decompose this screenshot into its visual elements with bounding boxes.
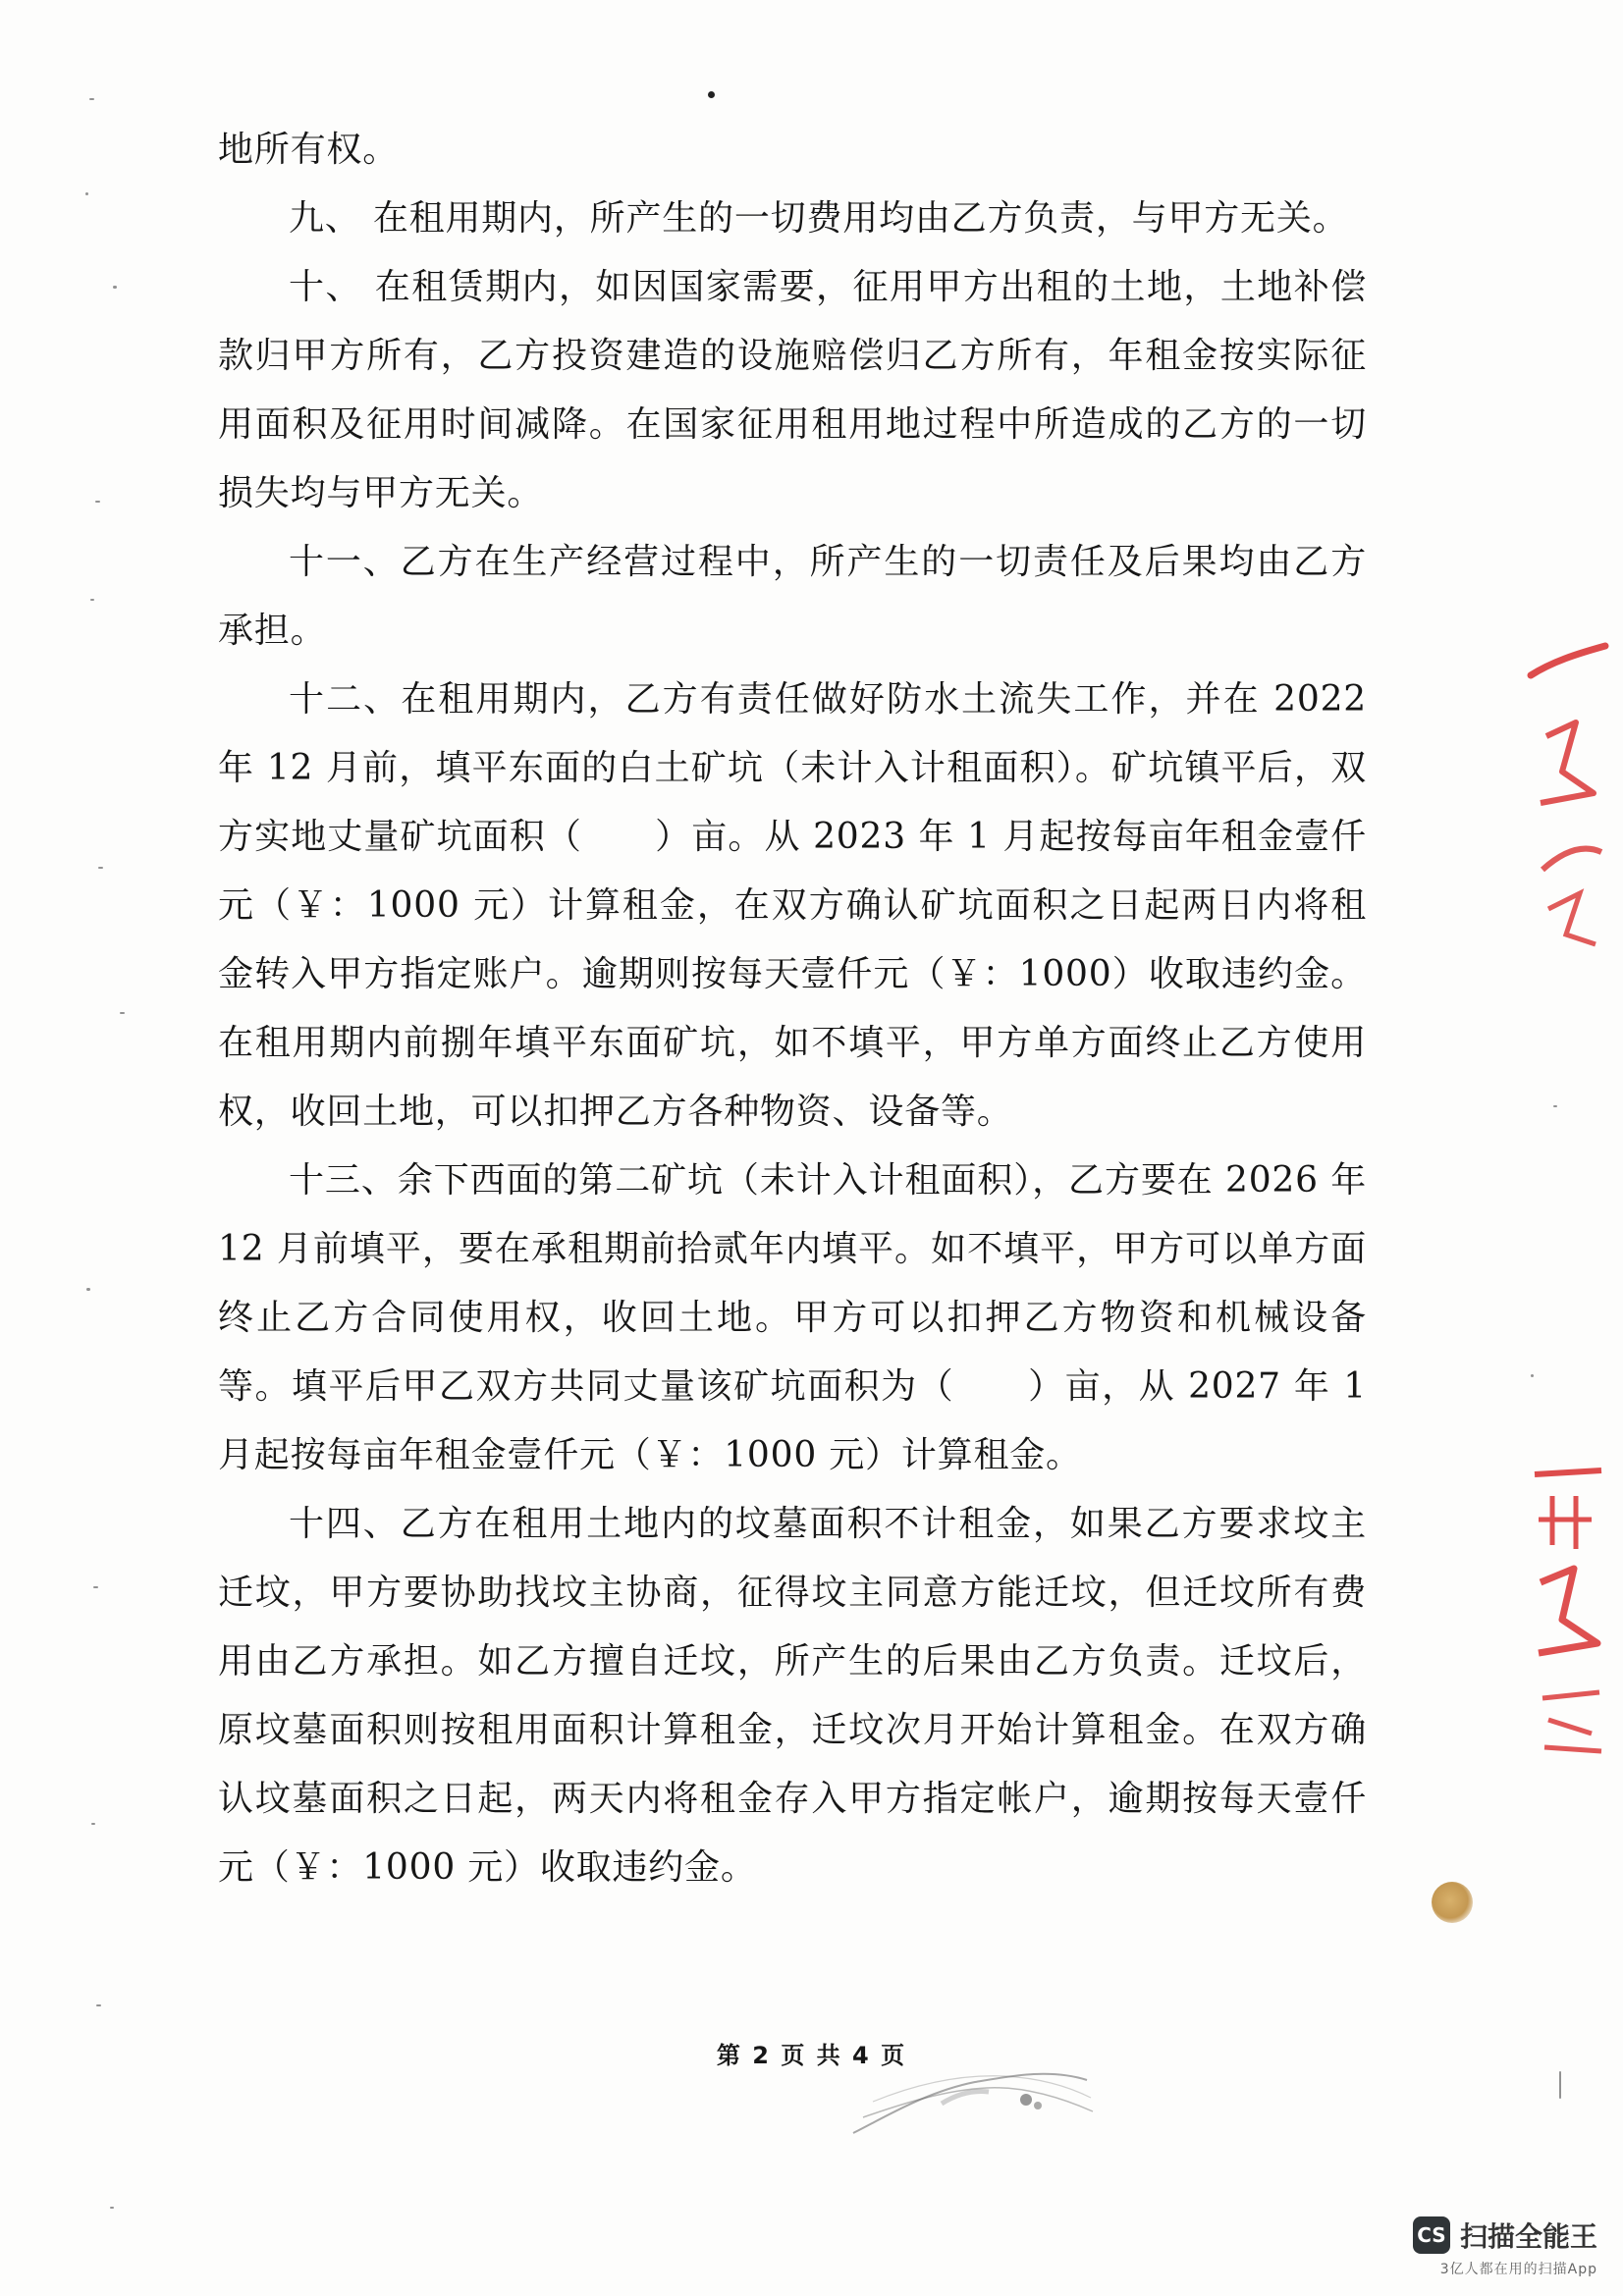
scan-dot — [1559, 2071, 1561, 2099]
red-stamp-fragment-icon — [1523, 628, 1605, 982]
scan-dot — [120, 1012, 125, 1014]
scan-dot — [86, 1288, 90, 1291]
scan-dot — [90, 599, 94, 601]
scan-dot — [96, 2004, 101, 2006]
scan-logo-icon: CS — [1413, 2216, 1450, 2254]
scan-dot — [93, 1586, 98, 1588]
scan-dot — [98, 867, 103, 869]
paragraph-clause-12: 十二、在租用期内，乙方有责任做好防水土流失工作，并在 2022 年 12 月前，填平东面的白土矿坑（未计入计租面积）。矿坑镇平后，双方实地丈量矿坑面积（ ）亩。从 2023 年 1 月起按每亩年租金壹仟元（￥：1000 元）计算租金，在双方确认矿坑面积之日起两日内将租金转入甲方指定账户。逾期则按每天壹仟元（￥：1000）收取违约金。在租用期内前捌年填平东面矿坑，如不填平，甲方单方面终止乙方使用权，收回土地，可以扣押乙方各种物资、设备等。 — [218, 679, 1367, 1132]
scan-dot — [95, 501, 100, 503]
page-footer: 第 2 页 共 4 页 — [716, 2042, 907, 2069]
scan-dot — [91, 1823, 95, 1825]
paragraph-continuation: 地所有权。 — [218, 130, 400, 170]
watermark-app-name: 扫描全能王 — [1459, 2220, 1597, 2253]
ink-dot — [708, 91, 715, 98]
ink-smudge — [839, 2047, 1105, 2155]
watermark-slogan: 3亿人都在用的扫描App — [1439, 2262, 1597, 2277]
scan-dot — [1553, 1105, 1557, 1107]
stain — [1432, 1882, 1473, 1923]
scan-watermark — [1362, 2216, 1597, 2278]
watermark-brand-row — [1362, 2216, 1597, 2255]
paragraph-clause-11: 十一、乙方在生产经营过程中，所产生的一切责任及后果均由乙方承担。 — [218, 542, 1367, 651]
scan-dot — [113, 286, 117, 289]
scan-dot — [85, 192, 88, 195]
paragraph-clause-14: 十四、乙方在租用土地内的坟墓面积不计租金，如果乙方要求坟主迁坟，甲方要协助找坟主协商，征得坟主同意方能迁坟，但迁坟所有费用由乙方承担。如乙方擅自迁坟，所产生的后果由乙方负责。迁坟后，原坟墓面积则按租用面积计算租金，迁坟次月开始计算租金。在双方确认坟墓面积之日起，两天内将租金存入甲方指定帐户，逾期按每天壹仟元（￥：1000 元）收取违约金。 — [218, 1504, 1367, 1888]
scan-dot — [89, 98, 94, 100]
paragraph-clause-13: 十三、余下西面的第二矿坑（未计入计租面积），乙方要在 2026 年 12 月前填平，要在承租期前拾贰年内填平。如不填平，甲方可以单方面终止乙方合同使用权，收回土地。甲方可以扣押乙方物资和机械设备等。填平后甲乙双方共同丈量该矿坑面积为（ ）亩，从 2027 年 1 月起按每亩年租金壹仟元（￥：1000 元）计算租金。 — [218, 1160, 1367, 1475]
paragraph-clause-10: 十、 在租赁期内，如因国家需要，征用甲方出租的土地，土地补偿款归甲方所有，乙方投资建造的设施赔偿归乙方所有，年租金按实际征用面积及征用时间减降。在国家征用租用地过程中所造成的乙方的一切损失均与甲方无关。 — [218, 267, 1367, 513]
paragraph-clause-9: 九、 在租用期内，所产生的一切费用均由乙方负责，与甲方无关。 — [289, 198, 1349, 239]
document-body — [218, 116, 1367, 1902]
scan-dot — [1531, 1374, 1534, 1377]
red-stamp-fragment-icon — [1523, 1453, 1605, 1767]
scan-dot — [110, 2207, 114, 2209]
